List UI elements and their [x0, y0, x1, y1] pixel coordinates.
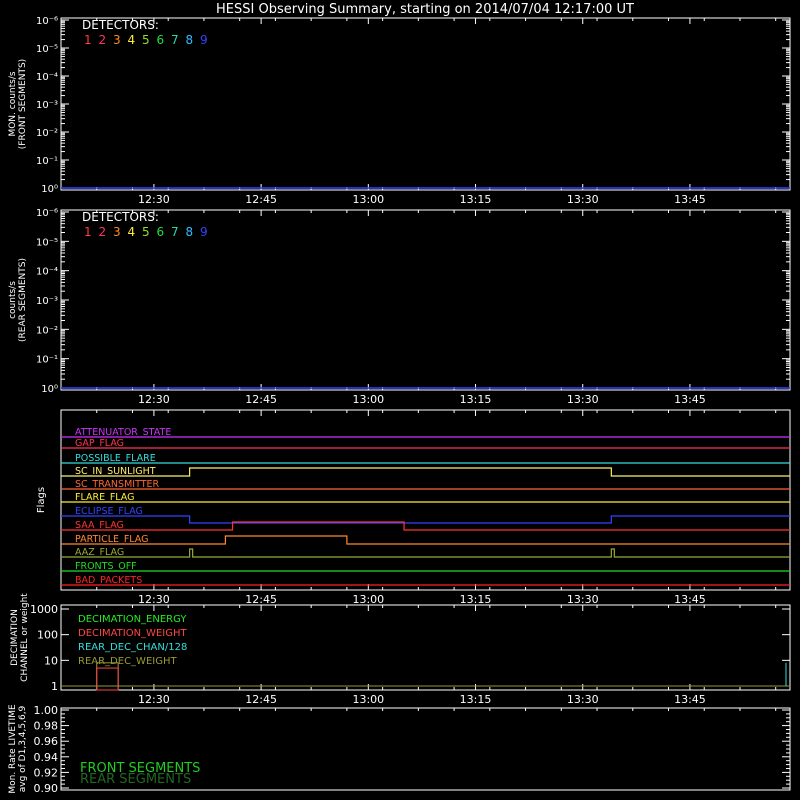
rear-panel-legend-detector: 1: [84, 225, 92, 239]
flags-panel-xtick-label: 13:15: [459, 593, 492, 606]
front-panel-legend-detector: 6: [156, 33, 165, 47]
rear-panel-xtick-label: 13:30: [566, 393, 599, 406]
front-panel-ylabel: (FRONT SEGMENTS): [18, 58, 28, 150]
livetime-legend-item: REAR SEGMENTS: [80, 772, 192, 787]
rear-panel-legend-detector: 8: [185, 225, 194, 239]
rear-panel-xtick-label: 12:45: [245, 393, 277, 406]
rear-panel-ytick-label: 10⁻³: [35, 296, 58, 307]
flag-label: PARTICLE_FLAG: [75, 534, 149, 545]
flags-ylabel: Flags: [36, 486, 47, 514]
livetime-panel-ytick-label: 0.96: [33, 735, 58, 749]
flags-panel-xtick-label: 13:00: [352, 593, 385, 606]
front-panel-legend-detector: 2: [98, 33, 107, 47]
front-panel-ytick-label: 10⁰: [41, 184, 58, 195]
decimation-panel-xtick-label: 13:45: [674, 693, 706, 706]
livetime-panel-ytick-label: 1.00: [33, 704, 58, 717]
flags-panel-xtick-label: 13:30: [566, 593, 599, 606]
flag-label: BAD_PACKETS: [75, 575, 143, 586]
flag-label: SC_IN_SUNLIGHT: [75, 466, 156, 477]
rear-panel-legend-detector: 3: [113, 225, 121, 239]
decimation-panel-ytick-label: 100: [37, 628, 58, 642]
rear-panel-legend-detector: 9: [200, 225, 208, 239]
flag-label: AAZ_FLAG: [75, 547, 125, 558]
front-panel-legend-detector: 7: [171, 33, 179, 47]
decimation-panel-xtick-label: 12:45: [245, 693, 277, 706]
flag-label: SAA_FLAG: [75, 520, 124, 531]
front-panel-ytick-label: 10⁻²: [35, 128, 58, 139]
decimation-legend-item: REAR_DEC_CHAN/128: [78, 642, 188, 653]
flag-label: GAP_FLAG: [75, 438, 125, 449]
decimation-legend-item: DECIMATION_ENERGY: [78, 614, 187, 625]
flag-line: [61, 549, 790, 557]
decimation-panel-xtick-label: 13:30: [566, 693, 599, 706]
front-panel-legend-title: DETECTORS:: [82, 18, 159, 32]
rear-panel-legend-detector: 6: [156, 225, 165, 239]
rear-panel-xtick-label: 13:15: [459, 393, 492, 406]
flags-panel-xtick-label: 13:45: [674, 593, 706, 606]
decimation-panel-xtick-label: 13:00: [352, 693, 385, 706]
panels-group: [8, 16, 790, 795]
decimation-legend-item: REAR_DEC_WEIGHT: [78, 656, 177, 667]
decimation-panel-ylabel: CHANNEL or weight: [20, 593, 30, 682]
decimation-panel-xtick-label: 12:30: [138, 693, 170, 706]
decimation-panel-ylabel: DECIMATION: [10, 609, 20, 666]
flag-label: FLARE_FLAG: [75, 492, 135, 503]
rear-panel-ytick-label: 10⁻⁶: [35, 208, 58, 219]
front-panel-xtick-label: 13:45: [674, 193, 706, 206]
livetime-panel-ytick-label: 0.90: [33, 782, 58, 795]
rear-panel-ytick-label: 10⁻⁴: [35, 266, 58, 278]
front-panel-ytick-label: 10⁻⁵: [35, 44, 58, 55]
flags-panel-xtick-label: 12:30: [138, 593, 170, 606]
rear-panel-legend-detector: 5: [142, 225, 150, 239]
front-panel-xtick-label: 13:30: [566, 193, 599, 206]
flag-label: SC_TRANSMITTER: [75, 479, 160, 490]
front-panel-legend-detector: 1: [84, 33, 92, 47]
rear-panel-legend-detector: 2: [98, 225, 107, 239]
front-panel-legend-detector: 8: [185, 33, 194, 47]
front-panel-legend-detector: 3: [113, 33, 121, 47]
front-panel-ytick-label: 10⁻⁶: [35, 16, 58, 27]
livetime-panel-ytick-label: 0.94: [33, 750, 58, 764]
rear-panel-ytick-label: 10⁻²: [35, 325, 58, 337]
rear-panel-xtick-label: 13:45: [674, 393, 706, 406]
front-panel-ytick-label: 10⁻⁴: [35, 72, 58, 83]
livetime-panel-ytick-label: 0.98: [33, 719, 58, 733]
rear-panel-ylabel: counts/s: [8, 281, 18, 319]
rear-panel-ytick-label: 10⁻¹: [35, 354, 58, 366]
decimation-panel-ytick-label: 1000: [30, 603, 58, 616]
flag-line: [61, 536, 790, 544]
rear-panel-ylabel: (REAR SEGMENTS): [18, 257, 28, 343]
rear-panel-legend-detector: 4: [127, 225, 136, 239]
front-panel-xtick-label: 13:00: [352, 193, 385, 206]
decimation-box-front: [97, 668, 118, 690]
flags-panel-xtick-label: 12:45: [245, 593, 277, 606]
front-panel-legend-detector: 5: [142, 33, 150, 47]
rear-panel-legend-title: DETECTORS:: [82, 210, 159, 224]
front-panel-legend-detector: 9: [200, 33, 208, 47]
rear-panel-legend-detector: 7: [171, 225, 179, 239]
decimation-panel-ytick-label: 1: [51, 680, 58, 693]
rear-panel-ytick-label: 10⁻⁵: [35, 237, 58, 249]
flag-line: [61, 516, 790, 523]
front-panel-xtick-label: 12:45: [245, 193, 277, 206]
flag-label: FRONTS_OFF: [75, 561, 137, 572]
decimation-panel-ytick-label: 10: [44, 654, 58, 668]
front-panel-ytick-label: 10⁻³: [35, 100, 58, 111]
rear-panel-xtick-label: 12:30: [138, 393, 170, 406]
livetime-panel-ylabel: Mon. Rate LIVETIME: [8, 704, 18, 794]
flag-line: [61, 468, 790, 476]
plot-title: HESSI Observing Summary, starting on 2014/07/04 12:17:00 UT: [216, 2, 634, 17]
rear-panel-xtick-label: 13:00: [352, 393, 385, 406]
rear-panel-ytick-label: 10⁰: [41, 384, 58, 395]
decimation-panel-xtick-label: 13:15: [459, 693, 492, 706]
flag-label: POSSIBLE_FLARE: [75, 453, 156, 464]
decimation-legend-item: DECIMATION_WEIGHT: [78, 628, 187, 639]
front-panel-ytick-label: 10⁻¹: [35, 156, 58, 167]
flag-label: ATTENUATOR_STATE: [75, 427, 172, 438]
flag-label: ECLIPSE_FLAG: [75, 506, 143, 517]
front-panel-legend-detector: 4: [127, 33, 136, 47]
livetime-panel-ylabel: avg of D1,3,4,5,6,9: [18, 705, 28, 793]
front-panel-xtick-label: 12:30: [138, 193, 170, 206]
front-panel-ylabel: MON. counts/s: [8, 71, 18, 137]
livetime-panel-ytick-label: 0.92: [33, 766, 58, 780]
livetime-legend-item: FRONT SEGMENTS: [80, 761, 201, 776]
front-panel-xtick-label: 13:15: [459, 193, 492, 206]
